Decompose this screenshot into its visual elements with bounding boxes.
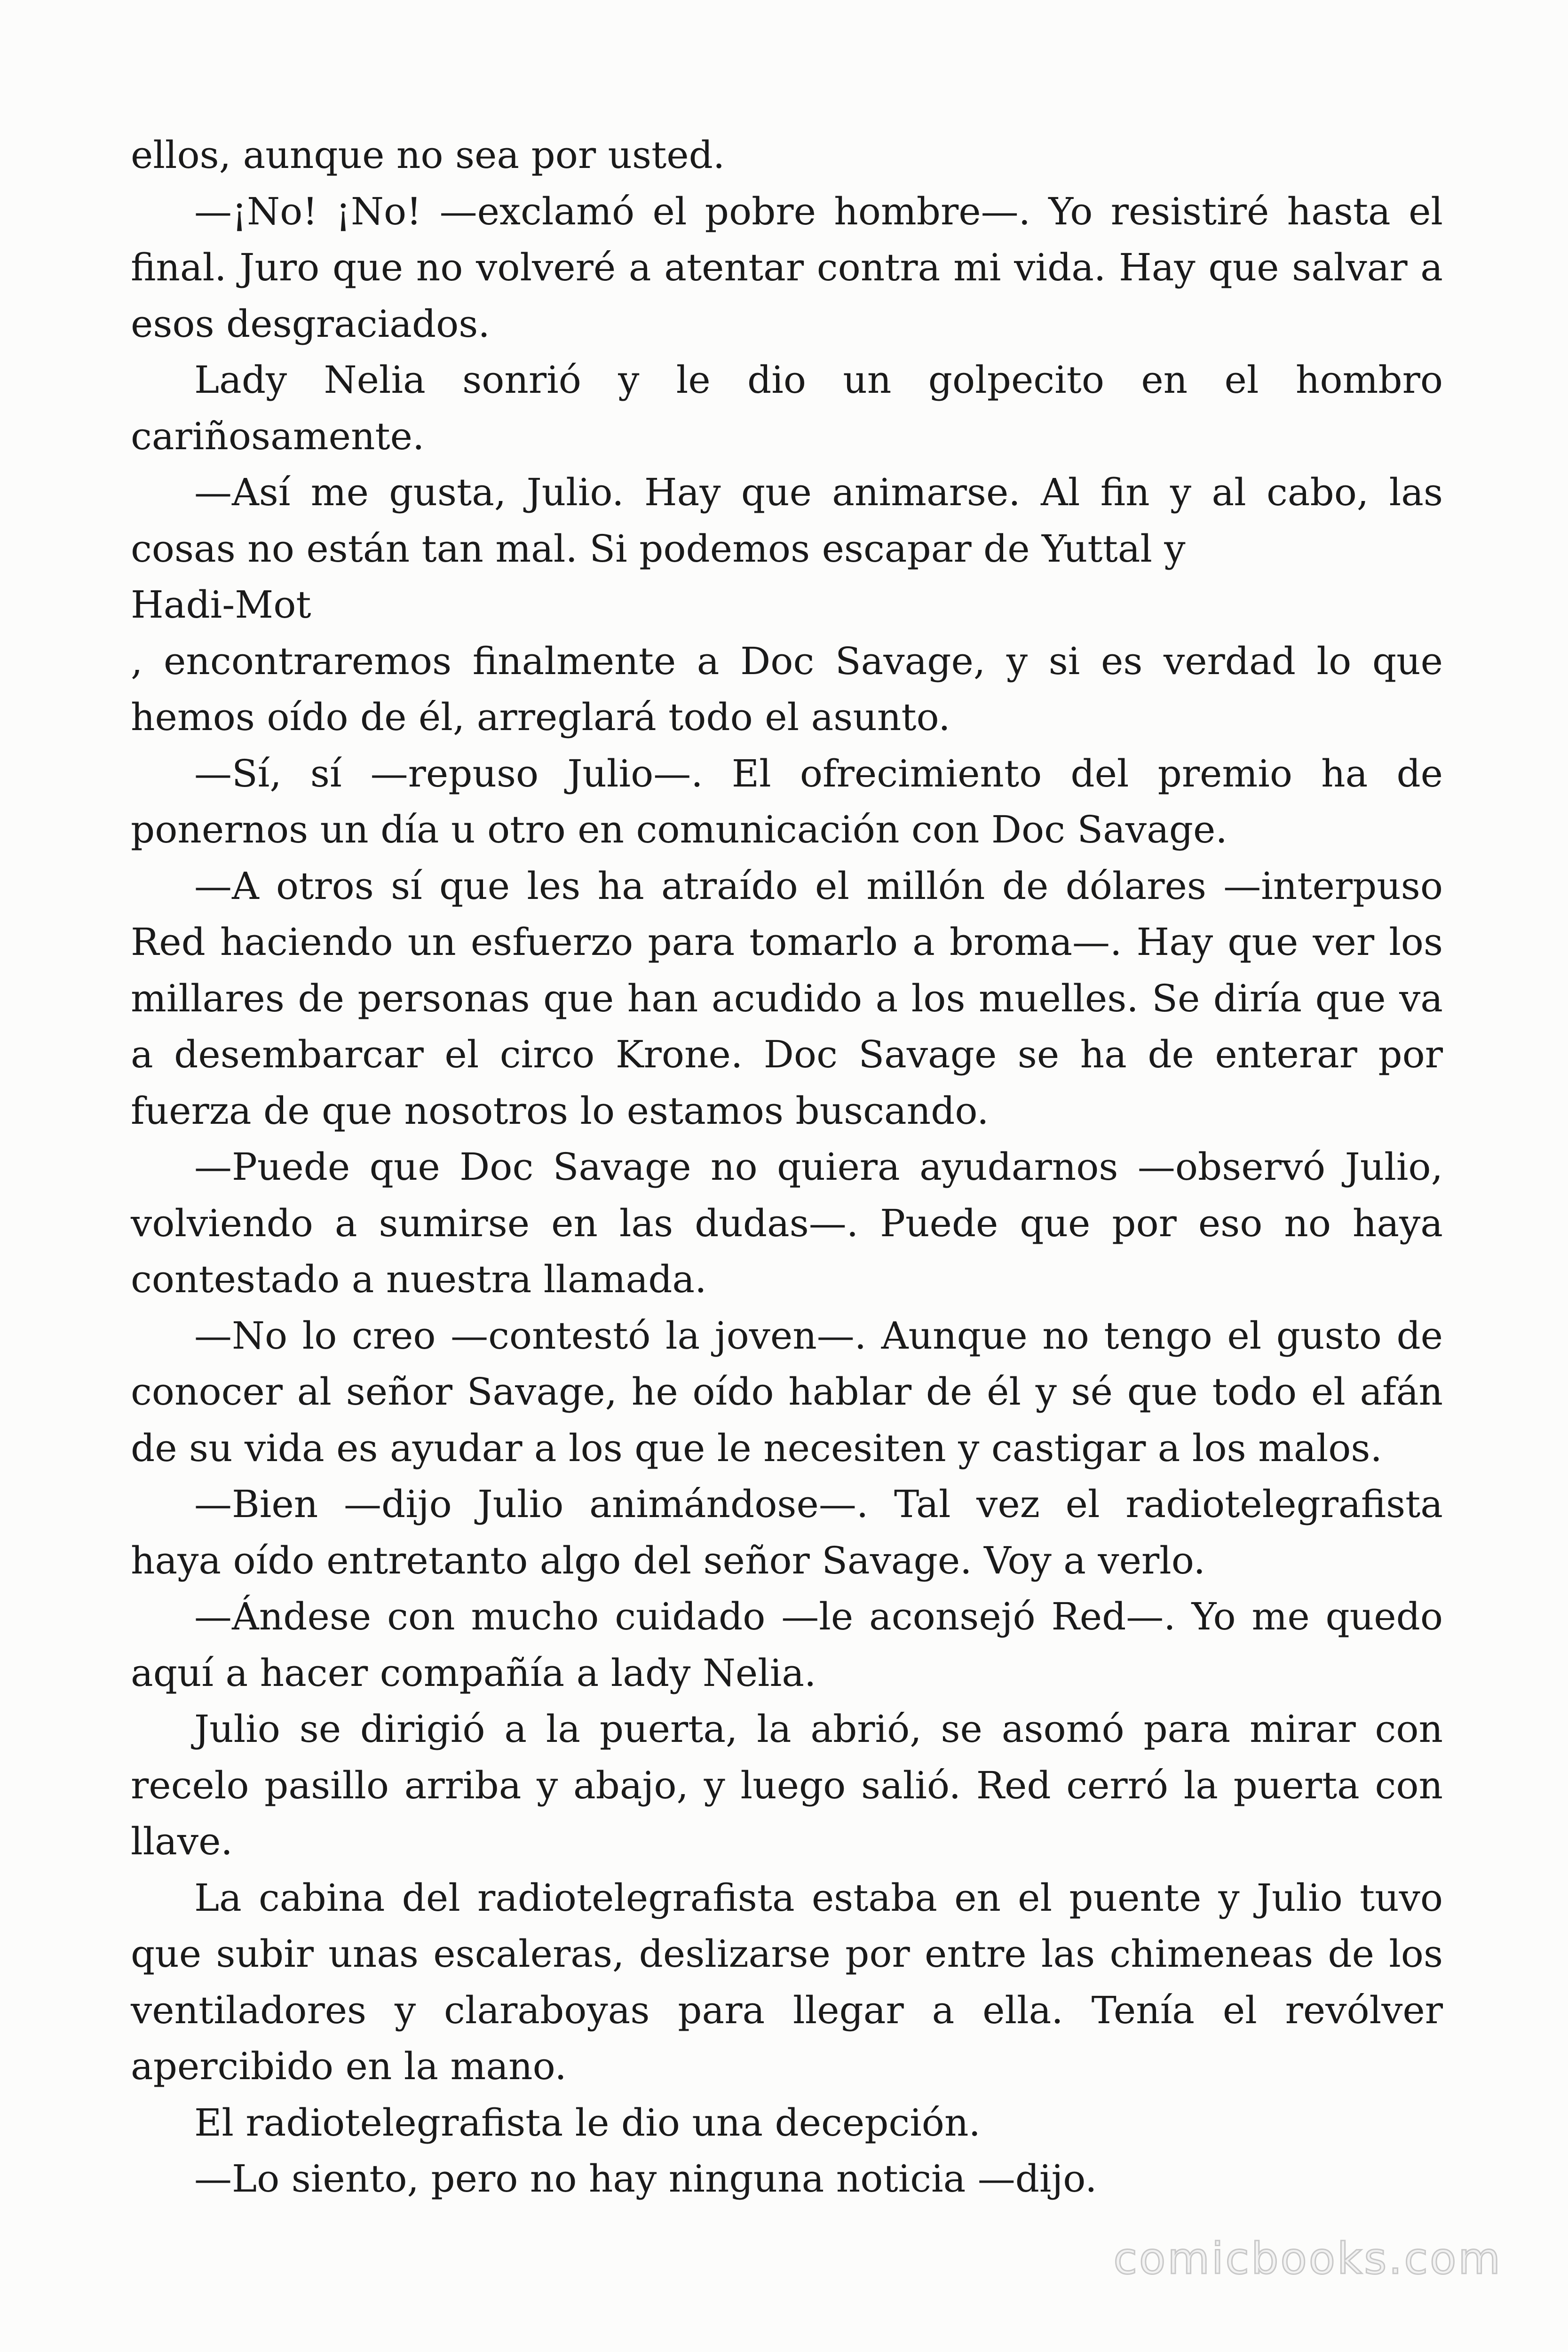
paragraph-10: —No lo creo —contestó la joven—. Aunque no tengo el gusto de conocer al señor Savage, he oído hablar de él y sé que todo el afán de su vida es ayudar a los que le necesiten y castigar a los malos. (131, 1313, 1443, 1470)
paragraph-11: —Bien —dijo Julio animándose—. Tal vez el radiotelegrafista haya oído entretanto algo del señor Savage. Voy a verlo. (131, 1482, 1443, 1582)
paragraph-12: —Ándese con mucho cuidado —le aconsejó Red—. Yo me quedo aquí a hacer compañía a lady Nelia. (131, 1595, 1443, 1695)
watermark: comicbooks.com (1113, 2233, 1502, 2284)
paragraph-8: —A otros sí que les ha atraído el millón de dólares —interpuso Red haciendo un esfuerzo para tomarlo a broma—. Hay que ver los millares de personas que han acudido a los muelles. Se diría que va a desembarcar el circo Krone. Doc Savage se ha de enterar por fuerza de que nosotros lo estamos buscando. (131, 864, 1443, 1133)
paragraph-15: El radiotelegrafista le dio una decepción. (194, 2100, 981, 2145)
page-body-text (131, 127, 1443, 2207)
paragraph-6: , encontraremos finalmente a Doc Savage, y si es verdad lo que hemos oído de él, arreglará todo el asunto. (131, 639, 1443, 739)
paragraph-9: —Puede que Doc Savage no quiera ayudarnos —observó Julio, volviendo a sumirse en las dudas—. Puede que por eso no haya contestado a nuestra llamada. (131, 1145, 1443, 1301)
paragraph-7: —Sí, sí —repuso Julio—. El ofrecimiento del premio ha de ponernos un día u otro en comunicación con Doc Savage. (131, 751, 1443, 851)
paragraph-16: —Lo siento, pero no hay ninguna noticia —dijo. (194, 2157, 1097, 2201)
paragraph-13: Julio se dirigió a la puerta, la abrió, se asomó para mirar con recelo pasillo arriba y abajo, y luego salió. Red cerró la puerta con llave. (131, 1707, 1443, 1863)
paragraph-5: Hadi-Mot (131, 583, 311, 627)
paragraph-4: —Así me gusta, Julio. Hay que animarse. Al fin y al cabo, las cosas no están tan mal. Si podemos escapar de Yuttal y (131, 470, 1443, 571)
paragraph-1: ellos, aunque no sea por usted. (131, 133, 725, 177)
paragraph-14: La cabina del radiotelegrafista estaba en el puente y Julio tuvo que subir unas escaleras, deslizarse por entre las chimeneas de los ventiladores y claraboyas para llegar a ella. Tenía el revólver apercibido en la mano. (131, 1875, 1443, 2088)
paragraph-2: —¡No! ¡No! —exclamó el pobre hombre—. Yo resistiré hasta el final. Juro que no volveré a atentar contra mi vida. Hay que salvar a esos desgraciados. (131, 189, 1443, 346)
paragraph-3: Lady Nelia sonrió y le dio un golpecito en el hombro cariñosamente. (131, 358, 1443, 458)
